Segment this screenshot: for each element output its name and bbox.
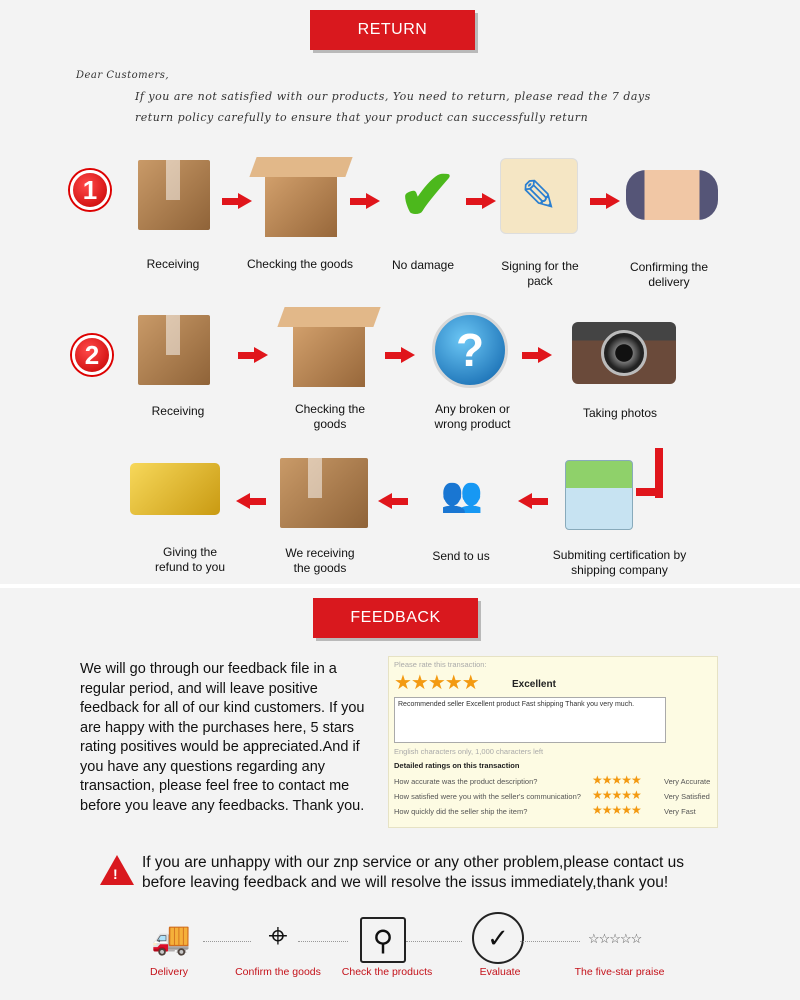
dotted-connector [520, 941, 580, 942]
step2-label: Any broken or wrong product [434, 402, 511, 431]
step2-label: Receiving [151, 404, 205, 418]
arrow-right-icon [350, 193, 380, 209]
detail-a: Very Accurate [664, 777, 711, 786]
support-agents-icon: 👥 [440, 476, 484, 514]
step1-label: Confirming the delivery [629, 260, 709, 289]
comment-textarea[interactable]: Recommended seller Excellent product Fast shipping Thank you very much. [394, 697, 666, 743]
char-note: English characters only, 1,000 characters left [394, 747, 544, 756]
evaluate-check-icon: ✓ [472, 912, 524, 964]
step-1-badge: 1 [70, 170, 110, 210]
shipping-box-icon [280, 458, 368, 528]
arrow-down-left-head [636, 488, 663, 496]
detail-a: Very Satisfied [664, 792, 710, 801]
question-icon: ? [432, 312, 508, 388]
camera-icon [572, 322, 676, 384]
feedback-text: We will go through our feedback file in a regular period, and will leave positive feedback for all of our kind customers. If you are happy with the purchases here, 5 stars rating positives would be appreciated.And if you have any questions regarding any transaction, please feel free to contact me before you leave any feedbacks. Thank you. [80, 661, 365, 814]
delivery-truck-icon: 🚚 [151, 920, 191, 956]
process-step-label: Check the products [341, 966, 433, 978]
return-banner: RETURN [310, 10, 475, 50]
checkmark-icon: ✔ [398, 156, 457, 234]
open-box-icon [293, 325, 365, 387]
arrow-right-icon [222, 193, 252, 209]
step-2-badge: 2 [72, 335, 112, 375]
feedback-banner: FEEDBACK [313, 598, 478, 638]
step3-label: Send to us [432, 549, 490, 563]
arrow-left-icon [378, 493, 408, 509]
credit-card-icon [130, 463, 220, 515]
detail-title: Detailed ratings on this transaction [394, 761, 520, 770]
pencil-sign-icon: ✎ [500, 158, 578, 234]
detail-stars[interactable]: ★★★★★ [592, 788, 641, 802]
arrow-right-icon [238, 347, 268, 363]
detail-stars[interactable]: ★★★★★ [592, 773, 641, 787]
step1-label: Signing for the pack [501, 259, 579, 288]
overall-stars[interactable]: ★★★★★ [394, 672, 479, 694]
detail-a: Very Fast [664, 807, 696, 816]
magnifier-icon: ⚲ [360, 917, 406, 963]
detail-q: How quickly did the seller ship the item? [394, 807, 528, 816]
rating-panel [388, 656, 718, 828]
closed-box-icon [138, 160, 210, 230]
dotted-connector [203, 941, 251, 942]
warning-icon-mark: ! [113, 866, 118, 882]
warning-text: If you are unhappy with our znp service or any other problem,please contact us before leaving feedback and we will resolve the issus immediately,thank you! [142, 854, 684, 891]
detail-stars[interactable]: ★★★★★ [592, 803, 641, 817]
five-stars-outline-icon: ☆☆☆☆☆ [588, 931, 642, 946]
process-step-label: Confirm the goods [235, 966, 321, 978]
intro-line-2: return policy carefully to ensure that your product can successfully return [135, 111, 589, 124]
step3-label: Submiting certification by shipping company [552, 548, 687, 577]
step2-label: Taking photos [582, 406, 658, 420]
arrow-right-icon [466, 193, 496, 209]
arrow-left-icon [518, 493, 548, 509]
closed-box-icon [138, 315, 210, 385]
step3-label: We receiving the goods [285, 546, 355, 575]
intro-line-1: If you are not satisfied with our products, You need to return, please read the 7 days [135, 90, 651, 103]
arrow-right-icon [385, 347, 415, 363]
process-step-label: The five-star praise [574, 966, 665, 978]
detail-q: How satisfied were you with the seller's communication? [394, 792, 581, 801]
step1-label: No damage [391, 258, 455, 272]
arrow-right-icon [522, 347, 552, 363]
step1-label: Checking the goods [246, 257, 354, 271]
detail-q: How accurate was the product description? [394, 777, 538, 786]
location-pin-icon: ⌖ [268, 916, 288, 955]
arrow-left-icon [236, 493, 266, 509]
dotted-connector [298, 941, 348, 942]
arrow-right-icon [590, 193, 620, 209]
dotted-connector [406, 941, 462, 942]
step1-label: Receiving [146, 257, 200, 271]
rate-prompt: Please rate this transaction: [394, 660, 487, 669]
process-step-label: Evaluate [479, 966, 521, 978]
rating-label: Excellent [512, 679, 556, 690]
handshake-icon [626, 170, 718, 220]
section-divider [0, 584, 800, 588]
open-box-icon [265, 175, 337, 237]
process-step-label: Delivery [150, 966, 188, 978]
greeting: Dear Customers, [76, 70, 170, 81]
document-download-icon [565, 460, 633, 530]
step2-label: Checking the goods [294, 402, 366, 431]
step3-label: Giving the refund to you [154, 545, 226, 574]
